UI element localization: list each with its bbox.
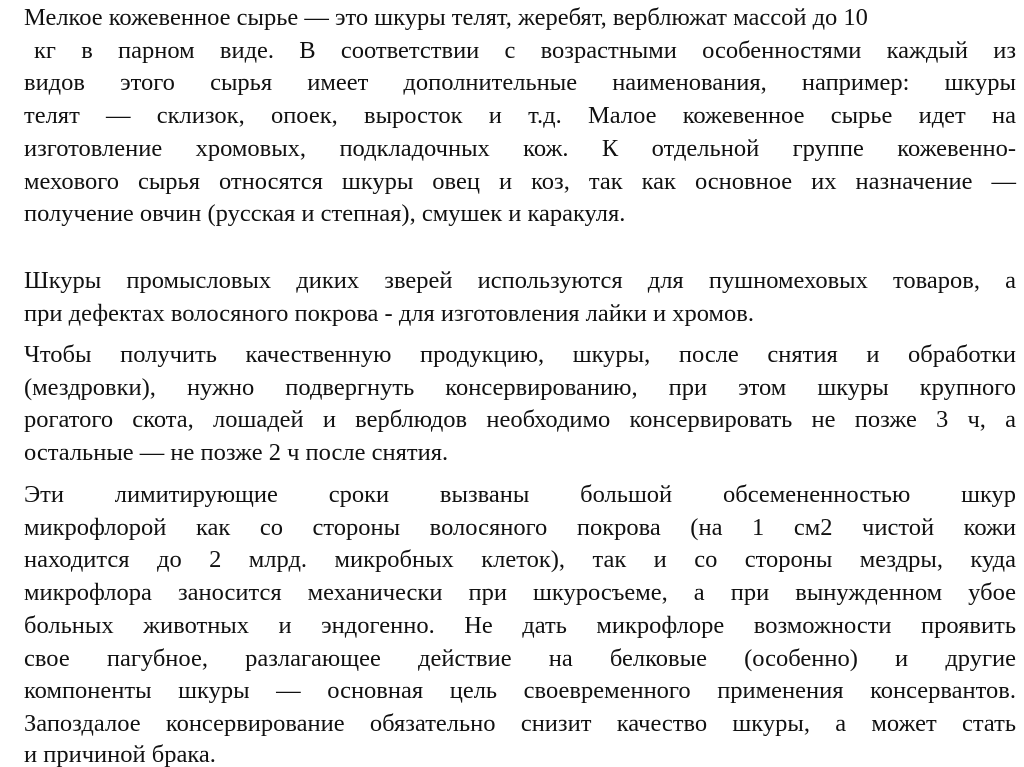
text-line: Запоздалое консервирование обязательно снизит качество шкуры, а может стать [24, 709, 1016, 737]
text-line: и причиной брака. [24, 740, 216, 767]
text-line: Эти лимитирующие сроки вызваны большой обсемененностью шкур [24, 481, 1016, 508]
text-line: больных животных и эндогенно. Не дать микрофлоре возможности проявить [24, 611, 1016, 639]
text-line: микрофлорой как со стороны волосяного покрова (на 1 см2 чистой кожи [24, 513, 1016, 541]
text-line: (мездровки), нужно подвергнуть консервированию, при этом шкуры крупного [24, 373, 1016, 401]
text-line: Чтобы получить качественную продукцию, шкуры, после снятия и обработки [24, 341, 1016, 368]
text-line: остальные — не позже 2 ч после снятия. [24, 439, 449, 467]
text-line: микрофлора заносится механически при шкуросъеме, а при вынужденном убое [24, 579, 1016, 607]
text-line: Мелкое кожевенное сырье — это шкуры телят, жеребят, верблюжат массой до 10 [24, 4, 868, 31]
paragraph-preservation-timing [24, 339, 1016, 470]
text-line: получение овчин (русская и степная), смушек и каракуля. [24, 200, 626, 228]
text-line: при дефектах волосяного покрова - для изготовления лайки и хромов. [24, 299, 754, 327]
text-line: изготовление хромовых, подкладочных кож. К отдельной группе кожевенно- [24, 134, 1016, 162]
paragraph-microflora-limits [24, 479, 1016, 767]
text-line: компоненты шкуры — основная цель своевременного применения консервантов. [24, 677, 1016, 705]
text-line: кг в парном виде. В соответствии с возрастными особенностями каждый из [34, 36, 1016, 64]
text-line: свое пагубное, разлагающее действие на белковые (особенно) и другие [24, 644, 1016, 672]
text-line: Шкуры промысловых диких зверей используются для пушномеховых товаров, а [24, 267, 1016, 294]
text-line: находится до 2 млрд. микробных клеток), так и со стороны мездры, куда [24, 546, 1016, 574]
paragraph-wild-animal-skins [24, 265, 1016, 330]
text-line: телят — склизок, опоек, выросток и т.д. Малое кожевенное сырье идет на [24, 102, 1016, 130]
text-line: мехового сырья относятся шкуры овец и коз, так как основное их назначение — [24, 167, 1016, 195]
paragraph-small-leather-raw-materials [24, 2, 1016, 231]
text-line: видов этого сырья имеет дополнительные наименования, например: шкуры [24, 69, 1016, 97]
text-line: рогатого скота, лошадей и верблюдов необходимо консервировать не позже 3 ч, а [24, 406, 1016, 434]
